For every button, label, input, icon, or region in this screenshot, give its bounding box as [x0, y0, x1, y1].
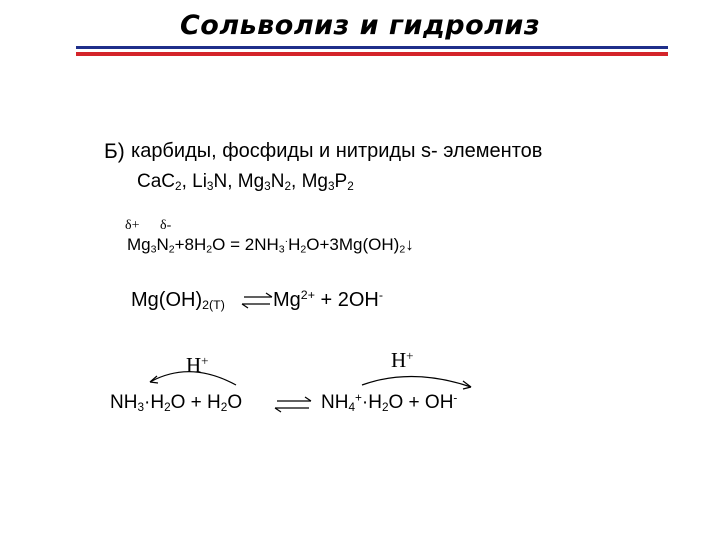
precipitate-arrow: ↓: [405, 235, 414, 254]
proton-transfer-arc-left: [150, 372, 236, 385]
section-letter: Б): [104, 140, 125, 163]
equilibrium-arrows-2: [275, 397, 311, 412]
equilibrium-left: $Mg(OH)_{2(Т)}$: [131, 289, 225, 313]
section-heading: карбиды, фосфиды и нитриды s- элементов: [131, 140, 543, 162]
reaction-hydrolysis-mg3n2: $Mg_3N_2+8H_2O$ = $2NH_3^\cdot H_2O+3Mg(OH)_2↓$: [127, 235, 414, 256]
equilibrium-right: $Mg^{2+} + 2OH^-$: [273, 288, 383, 311]
compounds-line: CaC$_2$, $Li_3N$, $Mg_3N_2$, $Mg_3P_2$: [137, 171, 354, 193]
hydrolysis-lhs: $NH_3\cdot H_2O + H_2O$: [110, 392, 243, 414]
delta-minus: δ-: [160, 218, 172, 233]
equilibrium-arrows-1: [242, 293, 272, 308]
proton-label-left: H+: [186, 352, 209, 377]
formula-mg3p2: $Mg_3P_2$: [301, 171, 354, 193]
page-title: Сольволиз и гидролиз: [179, 10, 541, 41]
formula-mg3n2: $Mg_3N_2$: [237, 171, 291, 193]
formula-li3n: $Li_3N$: [192, 171, 228, 193]
formula-cac2: CaC$_2$: [137, 171, 182, 193]
delta-plus: δ+: [125, 218, 140, 233]
proton-label-right: H+: [391, 347, 414, 372]
proton-transfer-arc-right: [362, 376, 471, 389]
hydrolysis-rhs: $NH_4^+\cdot H_2O + OH^-$: [321, 391, 458, 414]
